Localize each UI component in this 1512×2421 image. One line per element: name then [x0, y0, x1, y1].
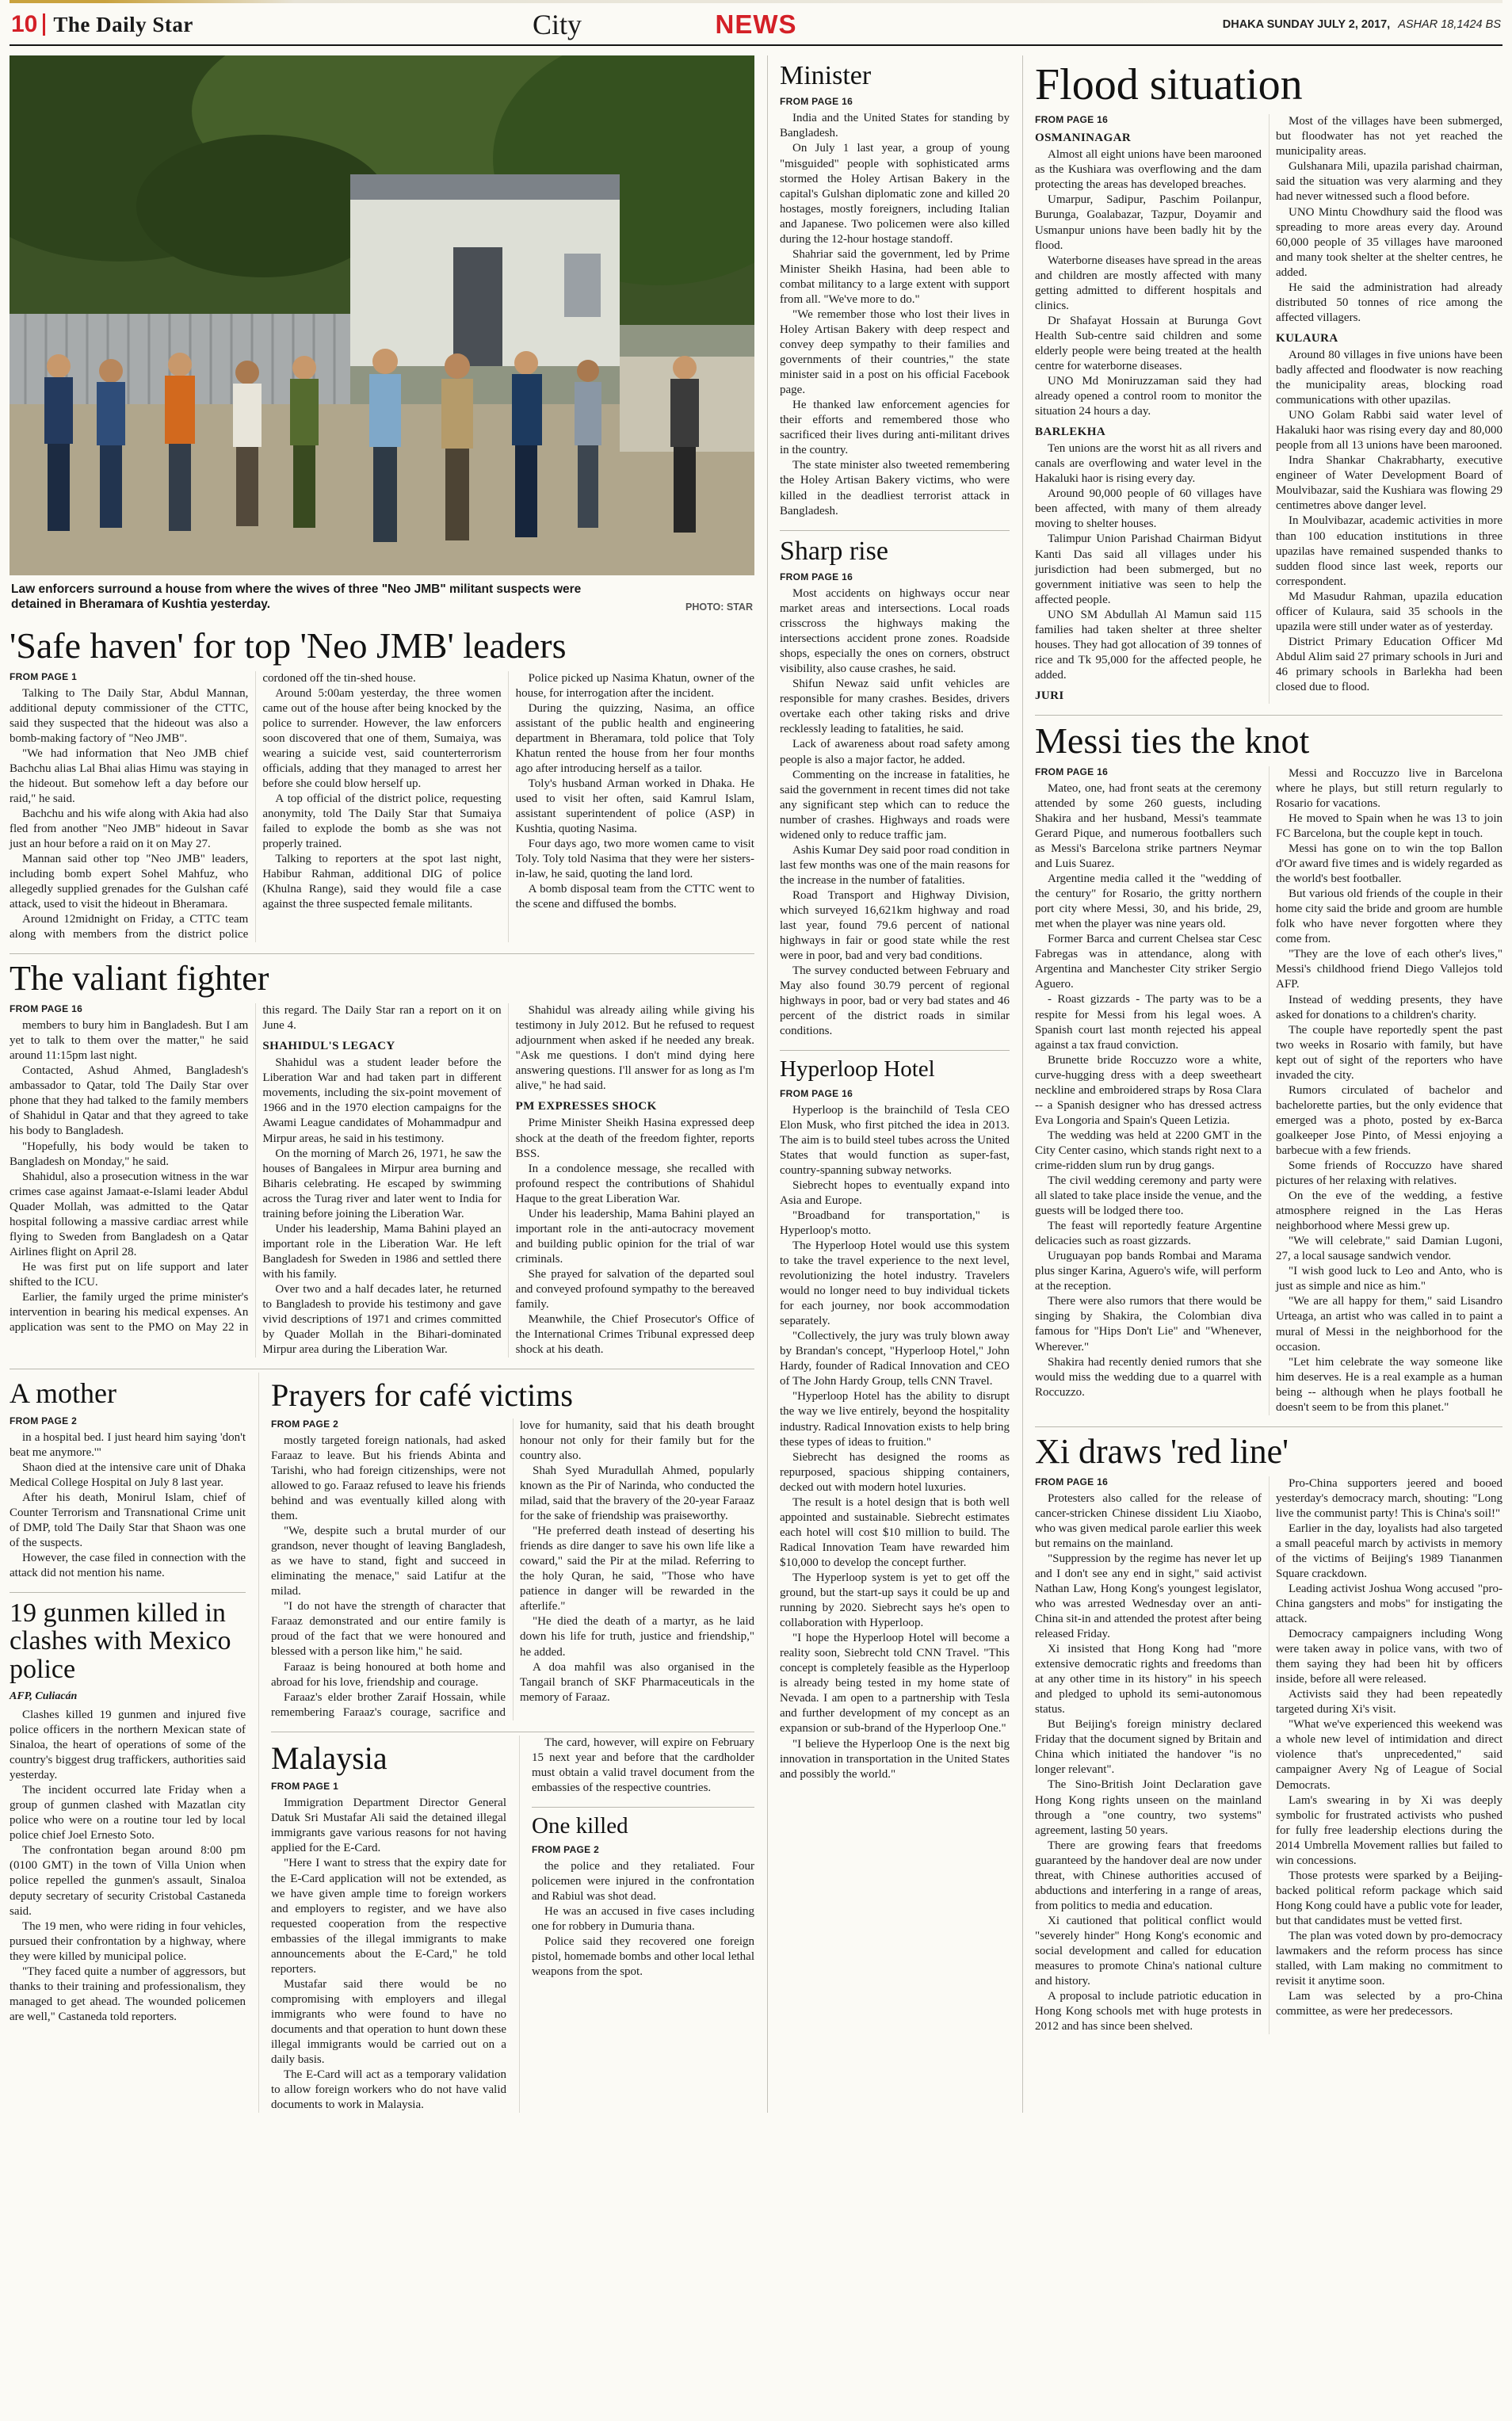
dateline-gregorian: DHAKA SUNDAY JULY 2, 2017, — [1222, 18, 1391, 31]
article-paragraph: On the morning of March 26, 1971, he saw the houses of Bangalees in Mirpur area burning and Biharis celebrating. He escaped by swimming across the Turag river and later went to India for training before joining the Liberation War. — [262, 1147, 502, 1220]
article-paragraph: After his death, Monirul Islam, chief of Counter Terrorism and Transnational Crime unit of DMP, told The Daily Star that Shaon was one of the suspects. — [10, 1491, 246, 1549]
masthead — [10, 3, 1502, 46]
article-paragraph: Democracy campaigners including Wong were taken away in police vans, with two of them saying they had been hit by officers inside, before all were released. — [1276, 1628, 1502, 1686]
article-paragraph: "They are the love of each other's lives," Messi's childhood friend Diego Vallejos told AFP. — [1276, 948, 1502, 991]
from-page-label: FROM PAGE 16 — [780, 96, 853, 108]
headline-19-gunmen: 19 gunmen killed in clashes with Mexico police — [10, 1598, 231, 1684]
article-paragraph: "He died the death of a martyr, as he laid down his life for truth, justice and friendship," he added. — [520, 1615, 754, 1659]
article-xi-red-line — [1035, 1431, 1502, 2034]
article-subhead: KULAURA — [1276, 331, 1338, 345]
article-paragraph: A proposal to include patriotic education in Hong Kong schools met with huge protests in 2012 and has since been shelved. — [1035, 1990, 1262, 2033]
article-paragraph: Around 90,000 people of 60 villages have been affected, with many of them already moving to shelter houses. — [1035, 487, 1262, 531]
headline-malaysia: Malaysia — [271, 1739, 388, 1776]
article-paragraph: Leading activist Joshua Wong accused "pro-China gangsters and mobs" for instigating the attack. — [1276, 1582, 1502, 1625]
article-paragraph: Ten unions are the worst hit as all rivers and canals are overflowing and water level in the Hakaluki haor is rising every day. — [1035, 442, 1262, 486]
article-19-gunmen — [10, 1599, 246, 2025]
bottom-left-col2 — [258, 1373, 754, 2113]
article-paragraph: However, the case filed in connection with the attack did not mention his name. — [10, 1552, 246, 1580]
article-paragraph: Waterborne diseases have spread in the areas and children are mostly affected with many getting admitted to different hospitals and clinics. — [1035, 254, 1262, 312]
person — [369, 349, 401, 542]
article-paragraph: Umarpur, Sadipur, Paschim Poilanpur, Burunga, Goalabazar, Tazpur, Doyamir and Usmanpur unions have been badly hit by the flood. — [1035, 193, 1262, 252]
bottom-left-col1 — [10, 1373, 246, 2113]
article-paragraph: The civil wedding ceremony and party were all slated to take place inside the venue, and the guests will be lodged there too. — [1035, 1174, 1262, 1218]
article-paragraph: Instead of wedding presents, they have asked for donations to a children's charity. — [1276, 993, 1502, 1021]
from-page-label: FROM PAGE 2 — [271, 1418, 339, 1430]
person — [44, 354, 73, 531]
article-paragraph: He was first put on life support and later shifted to the ICU. — [10, 1260, 249, 1289]
photo-caption-row — [10, 575, 754, 621]
headline-safe-haven: 'Safe haven' for top 'Neo JMB' leaders — [10, 624, 567, 666]
article-a-mother — [10, 1379, 246, 1581]
article-paragraph: During the quizzing, Nasima, an office assistant of the public health and engineering department in Bheramara, told police that Toly Khatun rented the house from her four months ago after introducing herself as a tailor. — [515, 701, 754, 775]
article-paragraph: "We, despite such a brutal murder of our grandson, never thought of leaving Bangladesh, as we have to stand, fight and succeed in eliminating the menace," said Latifur at the milad. — [271, 1525, 506, 1598]
article-paragraph: Hyperloop is the brainchild of Tesla CEO Elon Musk, who first pitched the idea in 2013. The aim is to build steel tubes across the United States that would function as super-fast, country-spanning subway networks. — [780, 1103, 1010, 1177]
article-paragraph: Talking to reporters at the spot last night, Habibur Rahman, additional DIG of police (Khulna Range), said they would file a case against the three suspected female militants. — [262, 853, 502, 911]
article-paragraph: The feast will reportedly feature Argentine delicacies such as roast gizzards. — [1035, 1220, 1262, 1248]
article-paragraph: "He preferred death instead of deserting his friends as dire danger to save his own life like a coward," said the Pir at the milad. Referring to the holy Quran, he said, "Those who have patience in danger will be rewarded in the afterlife." — [520, 1525, 754, 1613]
person — [290, 356, 319, 528]
article-paragraph: Xi insisted that Hong Kong had "more extensive democratic rights and freedoms than at any other time in its history" in his speech and pledged to uphold its semi-autonomous status. — [1035, 1643, 1262, 1716]
article-paragraph: "Hyperloop Hotel has the ability to disrupt the way we live entirely, beyond the hospitality industry. Radical Innovation exists to help bring these types of ideas to fruition." — [780, 1390, 1010, 1449]
article-paragraph: UNO Md Moniruzzaman said they had already opened a control room to monitor the situation 24 hours a day. — [1035, 374, 1262, 418]
person — [441, 353, 473, 540]
article-paragraph: Most accidents on highways occur near market areas and intersections. Local roads crisscross the highways making the intersections accident prone zones. Roadside shops, especially the ones on corners, obstruct visibility, also cause crashes, he said. — [780, 586, 1010, 676]
from-page-label: FROM PAGE 1 — [10, 670, 78, 682]
article-paragraph: On the eve of the wedding, a festive atmosphere reigned in the Las Heras neighborhood where Messi grew up. — [1276, 1189, 1502, 1233]
article-paragraph: "We will celebrate," said Damian Lugoni, 27, a local sausage sandwich vendor. — [1276, 1235, 1502, 1263]
malaysia-runover — [532, 1736, 754, 1796]
article-paragraph: "I wish good luck to Leo and Anto, who is just as simple and nice as him." — [1276, 1265, 1502, 1293]
article-subhead: OSMANINAGAR — [1035, 132, 1132, 145]
article-body — [780, 571, 1010, 1039]
left-column-group — [10, 55, 754, 2113]
article-paragraph: "Hopefully, his body would be taken to Bangladesh on Monday," he said. — [10, 1140, 249, 1168]
paragraphs — [1035, 1476, 1502, 2035]
from-page-label: FROM PAGE 1 — [271, 1781, 339, 1793]
malaysia-row — [271, 1732, 754, 2114]
article-one-killed — [532, 1814, 754, 1980]
article-body — [1035, 114, 1502, 704]
paragraphs — [10, 1430, 246, 1581]
article-paragraph: A top official of the district police, requesting anonymity, told The Daily Star that Sumaiya failed to explode the bomb as she was not properly trained. — [262, 792, 502, 851]
article-paragraph: Police picked up Nasima Khatun, owner of the house, for interrogation after the incident. — [515, 671, 754, 700]
article-paragraph: Siebrecht has designed the rooms as repurposed, spacious shipping containers, decked out with modern hotel luxuries. — [780, 1450, 1010, 1494]
article-paragraph: Messi has gone on to win the top Ballon d'Or award five times and is widely regarded as the world's best footballer. — [1276, 842, 1502, 886]
headline-xi-red-line: Xi draws 'red line' — [1035, 1431, 1289, 1471]
article-paragraph: Some friends of Roccuzzo have shared pictures of her relaxing with relatives. — [1276, 1159, 1502, 1188]
from-page-label: FROM PAGE 16 — [1035, 114, 1109, 126]
article-paragraph: Pro-China supporters jeered and booed yesterday's democracy march, shouting: "Long live the communist party! This is China's soil!" — [1276, 1476, 1502, 1520]
article-paragraph: Indra Shankar Chakrabharty, executive engineer of Water Development Board of Moulvibazar, said the Kushiara was flowing 29 centimetres above danger level. — [1276, 454, 1502, 513]
article-paragraph: Activists said they had been repeatedly targeted during Xi's visit. — [1276, 1688, 1502, 1716]
article-body — [780, 96, 1010, 518]
article-paragraph: Siebrecht hopes to eventually expand into Asia and Europe. — [780, 1178, 1010, 1207]
article-hyperloop-hotel — [780, 1057, 1010, 1781]
section-rule — [10, 953, 754, 954]
article-paragraph: Police said they recovered one foreign pistol, homemade bombs and other local lethal weapons from the spot. — [532, 1935, 754, 1979]
article-body — [271, 1419, 754, 1720]
article-paragraph: The survey conducted between February and May also found 30.79 percent of regional highways in poor, bad or very bad states and 46 percent of the district roads in similar conditions. — [780, 964, 1010, 1038]
article-body — [271, 1781, 506, 2113]
article-paragraph: Earlier in the day, loyalists had also targeted a small peaceful march by activists in memory of the victims of Beijing's 1989 Tiananmen Square crackdown. — [1276, 1522, 1502, 1580]
article-paragraph: He said the administration had already distributed 50 tonnes of rice among the affected villagers. — [1276, 281, 1502, 324]
article-paragraph: The Sino-British Joint Declaration gave Hong Kong rights unseen on the mainland through a "one country, two systems" agreement, lasting 50 years. — [1035, 1778, 1262, 1837]
article-paragraph: Immigration Department Director General Datuk Sri Mustafar Ali said the detained illegal immigrants gave various reasons for not having applied for the E-Card. — [271, 1797, 506, 1855]
article-paragraph: "We remember those who lost their lives in Holey Artisan Bakery with deep respect and convey deep sympathy to their families and governments of their countries," the state minister said in a post on his official Facebook page. — [780, 307, 1010, 397]
article-paragraph: Lam's swearing in by Xi was deeply symbolic for frustrated activists who pushed for fully free leadership elections during the 2014 Umbrella Movement rallies but failed to win concessions. — [1276, 1793, 1502, 1867]
headline-one-killed: One killed — [532, 1812, 628, 1839]
photo-illustration — [10, 55, 754, 575]
article-paragraph: "Collectively, the jury was truly blown away by Brandan's concept, "Hyperloop Hotel," John Hardy, founder of Radical Innovation and CEO of The John Hardy Group, tells CNN Travel. — [780, 1330, 1010, 1388]
article-paragraph: Under his leadership, Mama Bahini played an important role in the Liberation War. He left Bangladesh for Sweden in 1986 and settled there with his family. — [262, 1222, 502, 1281]
headline-messi: Messi ties the knot — [1035, 720, 1310, 761]
article-paragraph: Shahidul, also a prosecution witness in the war crimes case against Jamaat-e-Islami leader Abdul Quader Mollah, was admitted to the Qatar hospital following a massive cardiac arrest while flying to Sweden from Bangladesh on a Qatar Airlines flight on April 28. — [10, 1170, 249, 1258]
from-page-label: FROM PAGE 16 — [10, 1003, 83, 1015]
article-body — [10, 671, 754, 943]
article-paragraph: Shahriar said the government, led by Prime Minister Sheikh Hasina, had been able to combat militancy to a large extent with support from all. "We've more to do." — [780, 247, 1010, 306]
article-paragraph: Around 12midnight on Friday, a CTTC team along with members from the district police cordoned off the tin-shed house. — [10, 671, 416, 941]
section-title-city: City — [533, 9, 582, 40]
paragraphs — [780, 586, 1010, 1039]
article-paragraph: The confrontation began around 8:00 pm (0100 GMT) in the town of Villa Union when police repelled the gunmen's assault, Sinaloa deputy secretary of security Cristobal Castaneda said. — [10, 1844, 246, 1918]
article-paragraph: The couple have reportedly spent the past two weeks in Rosario with family, but have kept out of sight of the reporters who have invaded the city. — [1276, 1023, 1502, 1082]
section-rule — [780, 530, 1010, 531]
article-paragraph: Lam was selected by a pro-China committee, as were her predecessors. — [1276, 1990, 1502, 2018]
person — [97, 359, 125, 528]
article-paragraph: Contacted, Ashud Ahmed, Bangladesh's ambassador to Qatar, told The Daily Star over phone that they had talked to the family members of Shahidul in Qatar and that they agreed to take his body to Bangladesh. — [10, 1064, 249, 1138]
article-paragraph: Shahidul was a student leader before the Liberation War and had taken part in different movements, including the six-point movement of 1966 and in the 1970 election campaigns for the Awami League candidates of Mohammadpur and Mirpur areas, he said in his testimony. — [262, 1056, 502, 1145]
article-paragraph: Four days ago, two more women came to visit Toly. Toly told Nasima that they were her sisters-in-law, he said, quoting the land lord. — [515, 838, 754, 881]
from-page-label: FROM PAGE 2 — [532, 1844, 600, 1856]
paragraphs — [1035, 114, 1502, 704]
person — [670, 356, 699, 533]
paragraphs — [1035, 766, 1502, 1415]
byline: AFP, Culiacán — [10, 1690, 78, 1703]
article-paragraph: The Hyperloop Hotel would use this system to take the travel experience to the next level, revolutionizing the hotel industry. Travelers would no longer need to buy individual tickets for each journey, nor book accommodation separately. — [780, 1239, 1010, 1328]
section-rule — [1035, 1426, 1502, 1427]
article-paragraph: On July 1 last year, a group of young "misguided" people with sophisticated arms stormed the Holey Artisan Bakery in the capital's Gulshan diplomatic zone and killed 20 hostages, mostly foreigners, including Italian and Japanese. Two policemen were also killed during the 12-hour hostage standoff. — [780, 142, 1010, 246]
article-paragraph: Shifun Newaz said unfit vehicles are responsible for many crashes. Besides, drivers overtake each other taking risks and drive recklessly leading to fatalities, he said. — [780, 678, 1010, 736]
article-paragraph: Lack of awareness about road safety among people is also a major factor, he added. — [780, 738, 1010, 766]
article-paragraph: The incident occurred late Friday when a group of gunmen clashed with Mazatlan city police who were on a routine tour led by local police chief Joel Ernesto Soto. — [10, 1784, 246, 1842]
dateline — [1223, 18, 1501, 31]
section-rule — [780, 1050, 1010, 1051]
article-paragraph: Shaon died at the intensive care unit of Dhaka Medical College Hospital on July 8 last year. — [10, 1461, 246, 1489]
article-paragraph: "Suppression by the regime has never let up and I don't see any end in sight," said activist Nathan Law, Hong Kong's youngest legislator, who was arrested Wednesday over an anti-China sit-in and attended the protest after being released Friday. — [1035, 1552, 1262, 1640]
article-body — [10, 1690, 246, 2025]
paragraphs — [532, 1859, 754, 1980]
article-paragraph: members to bury him in Bangladesh. But I am yet to talk to them over the matter," he said around 11:15pm last night. — [10, 1019, 249, 1063]
from-page-label: FROM PAGE 16 — [780, 571, 853, 582]
article-body — [1035, 766, 1502, 1415]
brand-logo: The Daily Star — [53, 12, 193, 36]
article-paragraph: "I hope the Hyperloop Hotel will become a reality soon, Siebrecht told CNN Travel. "This concept is completely feasible as the Hyperloop is already being tested in my home state of Nevada. I am open to a partnership with Tesla and further development of my concept as an expansion or sub-brand of the Hyperloop One." — [780, 1632, 1010, 1736]
article-paragraph: Mannan said other top "Neo JMB" leaders, including bomb expert Sohel Mahfuz, who allegedly supplied grenades for the Gulshan café attack, used to visit the hideout in Bheramara. — [10, 853, 249, 911]
article-paragraph: Mustafar said there would be no compromising with employers and illegal immigrants who were found to have no documents and that operation to hunt down these illegal immigrants would be carried out on a daily basis. — [271, 1977, 506, 2067]
article-paragraph: In a condolence message, she recalled with profound respect the contributions of Shahidul Haque to the great Liberation War. — [515, 1162, 754, 1205]
article-paragraph: Almost all eight unions have been marooned as the Kushiara was overflowing and the dam protecting the areas has developed breaches. — [1035, 148, 1262, 192]
article-paragraph: The 19 men, who were riding in four vehicles, pursued their confrontation by a highway, where they were killed by municipal police. — [10, 1919, 246, 1963]
article-body — [10, 1415, 246, 1581]
article-paragraph: UNO Mintu Chowdhury said the flood was spreading to more areas every day. Around 60,000 people of 35 villages have marooned and many took shelter at the shelter centres, he added. — [1276, 205, 1502, 279]
article-paragraph: Protesters also called for the release of cancer-stricken Chinese dissident Liu Xiaobo, who was given medical parole earlier this week but remains on the mainland. — [1035, 1491, 1262, 1550]
article-paragraph: Around 5:00am yesterday, the three women came out of the house after being knocked by the police to surrender. However, the law enforcers soon discovered that one of them, Sumaiya, was wearing a suicide vest, said counterterrorism officials, adding that they managed to arrest her before she could blow herself up. — [262, 686, 502, 790]
page-number: 10 — [11, 11, 38, 37]
article-paragraph: UNO SM Abdullah Al Mamun said 115 families had taken shelter at three shelter houses. They had got allocation of 39 tonnes of rice and Tk 95,000 for the affected people, he added. — [1035, 608, 1262, 682]
article-paragraph: But Beijing's foreign ministry declared Friday that the document signed by Britain and China which initiated the handover "is no longer relevant". — [1035, 1718, 1262, 1777]
article-paragraph: Road Transport and Highway Division, which surveyed 16,621km highway and road last year, found 79.6 percent of national highways in fair or good state while the rest were in poor, bad and very bad conditions. — [780, 888, 1010, 963]
masthead-divider — [43, 13, 45, 36]
article-paragraph: A bomb disposal team from the CTTC went to the scene and diffused the bombs. — [515, 883, 754, 911]
section-rule — [1035, 715, 1502, 716]
section-title-news: NEWS — [715, 10, 797, 39]
article-paragraph: - Roast gizzards - The party was to be a respite for Messi from his legal woes. A Spanish court last month rejected his appeal against a tax fraud conviction. — [1035, 993, 1262, 1052]
article-paragraph: Faraaz's elder brother Zaraif Hossain, while remembering Faraaz's courage, sacrifice and love for humanity, said that his death brought honour not only for their family but for the country also. — [271, 1419, 754, 1719]
article-sharp-rise — [780, 537, 1010, 1040]
article-paragraph: Shahidul was already ailing while giving his testimony in July 2012. But he refused to request adjournment when asked if he needed any break. "Ask me questions. I don't mind dying here answering questions. I'll answer for as long as I'm alive," he had said. — [515, 1004, 754, 1093]
article-paragraph: Rumors circulated of bachelor and bachelorette parties, but the only evidence that emerged was a photo, posted by ex-Barca goalkeeper Jose Pinto, of Messi enjoying a barbecue with a few friends. — [1276, 1083, 1502, 1157]
headline-valiant-fighter: The valiant fighter — [10, 959, 269, 999]
article-body — [10, 1003, 754, 1358]
article-paragraph: Faraaz is being honoured at both home and abroad for his love, friendship and courage. — [271, 1660, 506, 1689]
person — [165, 353, 195, 531]
article-body — [1035, 1476, 1502, 2035]
article-paragraph: There are growing fears that freedoms guaranteed by the handover deal are now under threat, with Chinese authorities accused of abductions and interfering in a range of areas, from politics to media and education. — [1035, 1839, 1262, 1912]
paragraphs — [10, 1003, 754, 1358]
article-paragraph: "They faced quite a number of aggressors, but thanks to their training and professionalism, they managed to get ahead. The wounded policemen are well," Castaneda told reporters. — [10, 1965, 246, 2023]
article-paragraph: "Broadband for transportation," is Hyperloop's motto. — [780, 1209, 1010, 1237]
right-column-group — [1022, 55, 1502, 2113]
article-paragraph: Uruguayan pop bands Rombai and Marama plus singer Karina, Aguero's wife, will perform at the reception. — [1035, 1250, 1262, 1293]
article-paragraph: Talimpur Union Parishad Chairman Bidyut Kanti Das said all villages under his jurisdiction had been submerged, but no government initiative was seen to help the affected people. — [1035, 533, 1262, 606]
article-paragraph: Xi cautioned that political conflict would "severely hinder" Hong Kong's economic and social development and called for education measures to promote China's national culture and history. — [1035, 1914, 1262, 1988]
article-paragraph: Toly's husband Arman worked in Dhaka. He used to visit her often, said Kamrul Islam, assistant superintendent of police (ASP) in Kushtia, quoting Nasima. — [515, 777, 754, 836]
news-photo — [10, 55, 754, 575]
article-paragraph: The state minister also tweeted remembering the Holey Artisan Bakery victims, who were killed in the deadliest terrorist attack in Bangladesh. — [780, 459, 1010, 517]
article-messi — [1035, 722, 1502, 1415]
paragraphs — [271, 1796, 506, 2113]
article-paragraph: the police and they retaliated. Four policemen were injured in the confrontation and Rabiul was shot dead. — [532, 1860, 754, 1904]
article-paragraph: Prime Minister Sheikh Hasina expressed deep shock at the death of the freedom fighter, reports BSS. — [515, 1117, 754, 1160]
headline-minister: Minister — [780, 61, 872, 90]
article-paragraph: Shakira had recently denied rumors that she would miss the wedding due to a quarrel with Roccuzzo. — [1035, 1355, 1262, 1399]
article-paragraph: Earlier, the family urged the prime minister's intervention in bearing his medical expenses. An application was sent to the PMO on May 22 in this regard. The Daily Star ran a report on it on June 4. — [10, 1004, 502, 1335]
article-paragraph: Around 80 villages in five unions have been badly affected and floodwater is now reaching the municipality areas, blocking road communications with other upazilas. — [1276, 348, 1502, 407]
article-paragraph: Talking to The Daily Star, Abdul Mannan, additional deputy commissioner of the CTTC, said they suspected that the hideout was also a bomb-making factory of "Neo JMB". — [10, 686, 249, 745]
article-subhead: BARLEKHA — [1035, 426, 1106, 439]
article-paragraph: In Moulvibazar, academic activities in more than 100 education institutions in three upazilas have remained suspended thanks to sudden flood since last week, reports our correspondent. — [1276, 514, 1502, 588]
article-paragraph: He was an accused in five cases including one for robbery in Dumuria thana. — [532, 1905, 754, 1934]
article-paragraph: in a hospital bed. I just heard him saying 'don't beat me anymore.'" — [10, 1430, 246, 1459]
article-paragraph: India and the United States for standing by Bangladesh. — [780, 112, 1010, 140]
bottom-left-grid — [10, 1369, 754, 2113]
article-paragraph: He moved to Spain when he was 13 to join FC Barcelona, but the couple kept in touch. — [1276, 811, 1502, 840]
article-paragraph: Meanwhile, the Chief Prosecutor's Office of the International Crimes Tribunal expressed deep shock at his death. — [515, 1313, 754, 1357]
article-paragraph: Under his leadership, Mama Bahini played an important role in the anti-autocracy movement and building public opinion for the trial of war criminals. — [515, 1207, 754, 1266]
middle-column — [767, 55, 1010, 2113]
article-subhead: JURI — [1035, 689, 1064, 702]
dateline-bangla: ASHAR 18,1424 BS — [1398, 18, 1501, 31]
article-safe-haven — [10, 624, 754, 943]
paragraphs — [780, 111, 1010, 518]
article-paragraph: The result is a hotel design that is both well appointed and sustainable. Siebrecht estimates each hotel will cost $10 million to build. The Radical Innovation Team have rewarded him $10,000 to develop the concept further. — [780, 1495, 1010, 1569]
article-body — [780, 1088, 1010, 1782]
from-page-label: FROM PAGE 16 — [1035, 1476, 1109, 1487]
person — [233, 361, 262, 526]
article-minister — [780, 62, 1010, 519]
article-paragraph: "I do not have the strength of character that Faraaz demonstrated and our entire family is proud of the fact that we were honoured and blessed with a person like him," he said. — [271, 1600, 506, 1659]
article-paragraph: Former Barca and current Chelsea star Cesc Fabregas was in attendance, along with Argentina and Manchester City striker Sergio Aguero. — [1035, 933, 1262, 991]
article-paragraph: The E-Card will act as a temporary validation to allow foreign workers who do not have valid documents to work in Malaysia. — [271, 2068, 506, 2112]
article-paragraph: Over two and a half decades later, he returned to Bangladesh to provide his testimony and gave vivid descriptions of 1971 and crimes committed by Quader Mollah in the Bihari-dominated Mirpur area during the Liberation War. — [262, 1282, 502, 1357]
article-paragraph: Most of the villages have been submerged, but floodwater has not yet reached the municipality areas. — [1276, 115, 1502, 158]
section-rule — [532, 1807, 754, 1808]
article-subhead: PM EXPRESSES SHOCK — [515, 1100, 657, 1113]
article-malaysia — [271, 1736, 506, 2114]
article-paragraph: The wedding was held at 2200 GMT in the City Center casino, which stands right next to a crime-ridden slum run by drug gangs. — [1035, 1128, 1262, 1172]
article-paragraph: He thanked law enforcement agencies for their efforts and remembered those who sacrificed their lives during anti-militant drives in the country. — [780, 399, 1010, 457]
photo-credit: PHOTO: STAR — [685, 601, 753, 613]
house — [350, 174, 620, 366]
article-valiant-fighter — [10, 960, 754, 1358]
article-paragraph: The plan was voted down by pro-democracy lawmakers and the reform process has since stalled, with Lam making no commitment to revisit it anytime soon. — [1276, 1929, 1502, 1988]
article-subhead: SHAHIDUL'S LEGACY — [262, 1040, 395, 1053]
article-paragraph: Dr Shafayat Hossain at Burunga Govt Health Sub-centre said children and some elderly people were being treated at the health centre for waterborne diseases. — [1035, 314, 1262, 372]
person — [575, 360, 601, 528]
article-body — [532, 1844, 754, 1980]
lead-photo-block — [10, 55, 754, 621]
section-rule — [10, 1592, 246, 1593]
article-paragraph: She prayed for salvation of the departed soul and conveyed profound sympathy to the bereaved family. — [515, 1267, 754, 1312]
headline-a-mother: A mother — [10, 1377, 116, 1410]
article-paragraph: Clashes killed 19 gunmen and injured five police officers in the northern Mexican state of Sinaloa, the heart of operations of some of the country's biggest drug traffickers, authorities said yesterday. — [10, 1708, 246, 1782]
article-paragraph: Commenting on the increase in fatalities, he said the government in recent times did not take any significant step which can to reduce the number of crashes. Highways and roads were widened only to reduce traffic jam. — [780, 768, 1010, 842]
article-paragraph: Gulshanara Mili, upazila parishad chairman, said the situation was very alarming and they had never witnessed such a flood before. — [1276, 160, 1502, 204]
paragraphs — [10, 671, 754, 943]
from-page-label: FROM PAGE 16 — [1035, 766, 1109, 777]
article-paragraph: Shah Syed Muradullah Ahmed, popularly known as the Pir of Narinda, who conducted the milad, said that the bravery of the 20-year Faraaz for the sake of friendship was praiseworthy. — [520, 1464, 754, 1523]
page-body-grid — [10, 46, 1502, 2113]
article-paragraph: "Let him celebrate the way someone like him deserves. He is a real example as a human being -- although when he plays football he doesn't seem to be from this planet." — [1276, 1355, 1502, 1414]
article-paragraph: mostly targeted foreign nationals, had asked Faraaz to leave. But his friends Abinta and Tarishi, who had foreign citizenships, were not allowed to go. Faraaz refused to leave his friends behind and was eventually killed along with them. — [271, 1434, 506, 1523]
article-paragraph: The Hyperloop system is yet to get off the ground, but the start-up says it could be up and running by 2020. Siebrecht says he's open to collaboration with Hyperloop. — [780, 1571, 1010, 1630]
article-paragraph: Brunette bride Roccuzzo wore a white, curve-hugging dress with a deep sweetheart neckline and embroidered straps by Rosa Clara -- a Spanish designer who has dressed actress Eva Longoria and Spain's Queen Letizia. — [1035, 1053, 1262, 1127]
article-paragraph: But various old friends of the couple in their home city said the bride and groom are humble folk who have never forgotten where they come from. — [1276, 888, 1502, 946]
article-paragraph: "We are all happy for them," said Lisandro Urteaga, an artist who was called in to paint a mural of Messi in the neighborhood for the occasion. — [1276, 1295, 1502, 1354]
headline-sharp-rise: Sharp rise — [780, 536, 888, 566]
article-paragraph: The card, however, will expire on February 15 next year and before that the cardholder must obtain a valid travel document from the embassies of the respective countries. — [532, 1736, 754, 1794]
article-paragraph: There were also rumors that there would be singing by Shakira, the Colombian diva famous for "Hips Don't Lie" and "Whenever, Wherever." — [1035, 1295, 1262, 1354]
paragraphs — [532, 1736, 754, 1796]
paragraphs — [10, 1708, 246, 2025]
article-paragraph: District Primary Education Officer Md Abdul Alim said 27 primary schools in Juri and 46 primary schools in Barlekha had been closed due to flood. — [1276, 635, 1502, 693]
article-paragraph: Messi and Roccuzzo live in Barcelona where he plays, but still return regularly to Rosario for vacations. — [1276, 766, 1502, 810]
article-flood-situation — [1035, 62, 1502, 704]
article-paragraph: Those protests were sparked by a Beijing-backed political reform package which said Hong Kong could have a public vote for leader, but that candidates must be vetted first. — [1276, 1869, 1502, 1927]
article-prayers — [271, 1379, 754, 1720]
article-paragraph: "What we've experienced this weekend was a whole new level of intimidation and direct violence that's unprecedented," said campaigner Avery Ng of League of Social Democrats. — [1276, 1718, 1502, 1792]
from-page-label: FROM PAGE 2 — [10, 1415, 78, 1426]
article-paragraph: "Here I want to stress that the expiry date for the E-Card application will not be extended, as we have given ample time to foreign workers and employers to register, and we have also requested cooperation from the respective embassies of the illegal immigrants to make announcements about the E-Card," he told reporters. — [271, 1857, 506, 1976]
paragraphs — [271, 1419, 754, 1720]
article-paragraph: Argentine media called it the "wedding of the century" for Rosario, the gritty northern port city where Messi, 30, and his bride, 29, met when the player was nine years old. — [1035, 873, 1262, 931]
article-paragraph: Md Masudur Rahman, upazila education officer of Kulaura, said 35 schools in the upazila were still under water as of yesterday. — [1276, 590, 1502, 633]
article-paragraph: Bachchu and his wife along with Akia had also fled from another "Neo JMB" hideout in Savar just an hour before a raid on it on May 27. — [10, 807, 249, 851]
article-paragraph: "I believe the Hyperloop One is the next big innovation in transportation in the United States and possibly the world." — [780, 1737, 1010, 1781]
article-paragraph: Mateo, one, had front seats at the ceremony attended by some 260 guests, including Shakira and her husband, Messi's teammate Gerard Pique, and numerous footballers such as Messi's Barcelona strike partners Neymar and Luis Suarez. — [1035, 781, 1262, 871]
headline-flood-situation: Flood situation — [1035, 60, 1303, 109]
from-page-label: FROM PAGE 16 — [780, 1087, 853, 1099]
article-paragraph: "We had information that Neo JMB chief Bachchu alias Lal Bhai alias Himu was staying in the hideout. But somehow left a day before our raid," he said. — [10, 747, 249, 805]
headline-prayers: Prayers for café victims — [271, 1377, 573, 1414]
malaysia-runover-col — [519, 1736, 754, 2114]
article-paragraph: A doa mahfil was also organised in the Tangail branch of SKF Pharmaceuticals in the memory of Faraaz. — [520, 1660, 754, 1704]
article-paragraph: UNO Golam Rabbi said water level of Hakaluki haor was rising every day and 80,000 people from all 13 unions have been marooned. — [1276, 409, 1502, 453]
article-paragraph: Ashis Kumar Dey said poor road condition in last few months was one of the main reasons for the increase in the number of fatalities. — [780, 843, 1010, 887]
headline-hyperloop-hotel: Hyperloop Hotel — [780, 1056, 935, 1083]
photo-caption: Law enforcers surround a house from where the wives of three "Neo JMB" militant suspects were detained in Bheramara of Kushtia yesterday. — [11, 582, 582, 612]
paragraphs — [780, 1103, 1010, 1782]
